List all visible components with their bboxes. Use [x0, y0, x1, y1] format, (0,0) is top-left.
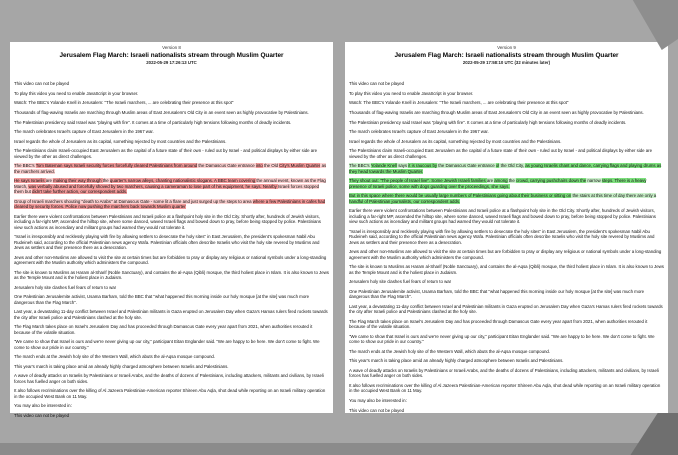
paragraph: It also follows recriminations over the killing of Al Jazeera Palestinian-American reporter Shireen Abu Aqla, shot dead while reporting on an Israeli military operation in the occupied West Bank on 11 May.: [349, 382, 661, 394]
paragraph: The march celebrates Israel's capture of East Jerusalem in the 1967 war.: [349, 129, 489, 135]
paragraph: This year's march is taking place amid an already highly charged atmosphere between Israelis and Palestinians.: [14, 363, 229, 369]
paragraph-removed: The BBC's Tom Bateman says Israeli security forces forcefully cleared Palestinians from around the Damascus Gate entrance into the Old City's Muslim Quarter as the marchers arrived.: [14, 163, 327, 174]
paragraph-added: The BBC's Yolande Knell says it is raucous by the Damascus Gate entrance of the Old City, as young Israelis chant and dance, carrying flags and playing drums as they head towards the Muslim Quarter.: [349, 163, 662, 174]
paragraph: The Palestinian presidency said Israel was "playing with fire". It comes at a time of particularly high tensions following months of deadly incidents.: [349, 119, 627, 125]
paragraph-removed: Group of Israeli marchers shouting "death to Arabs" at Damascus Gate - some lit a flare and just surged up the steps to area where a few Palestinians in cafes had cleared by security forces. Police now pushing the marchers back towards Muslim quarter: [14, 198, 326, 210]
paragraph: The Palestinians claim Israeli-occupied East Jerusalem as the capital of a future state of their own - ruled out by Israel - and political displays by either side are viewed by the other as direct challenges.: [349, 148, 653, 159]
paragraph: The march celebrates Israel's capture of East Jerusalem in the 1967 war.: [14, 129, 154, 135]
paragraph-removed: He says Israelis are making their way through the quarter's narrow alleys, chanting nationalistic slogans. A BBC team covering the annual event, known as the Flag March, was verbally abused and forcefully shoved by two marchers, causing a cameraman to lose part of his equipment, he says. Nearby Israeli forces stopped them but didn't take further action, our correspondent adds.: [14, 178, 326, 195]
paragraph: Jews and other non-Muslims are allowed to visit the site at certain times but are forbidden to pray or display any religious or national symbols under a long-standing agreement with the Muslim authority which administers the compound.: [14, 254, 327, 265]
paragraph: This year's march is taking place amid an already highly charged atmosphere between Israelis and Palestinians.: [349, 358, 564, 364]
version-label: Version 8: [162, 45, 181, 50]
paragraph: Last year, a devastating 11-day conflict between Israel and Palestinian militants in Gaza erupted on Jerusalem Day when Gaza's Hamas rulers fired rockets towards the city after Israeli police and Palestinians clashed at the holy site.: [349, 303, 663, 315]
paragraph: To play this video you need to enable JavaScript in your browser.: [14, 90, 139, 96]
paragraph: The site is known to Muslims as Haram al-Sharif (Noble Sanctuary), and contains the al-Aqsa (Qibli) mosque, the third holiest place in Islam. It is also known to Jews as the Temple Mount and is the holiest place in Judaism.: [349, 264, 664, 275]
paragraph: A wave of deadly attacks on Israelis by Palestinians or Israeli Arabs, and the deaths of dozens of Palestinians, including attackers, militants and civilians, by Israeli forces has fuelled anger on both sides.: [349, 367, 659, 379]
paragraph: This video can not be played: [349, 407, 405, 413]
paragraph: Jerusalem holy site clashes fuel fears of return to war: [14, 284, 117, 290]
paragraph: Watch: The BBC's Yolande Knell in Jerusalem: "The Israeli marchers, ... are celebrating their presence at this spot": [349, 100, 569, 106]
paragraph: The march ends at the Jewish holy site of the Western Wall, which abuts the al-Aqsa mosque compound.: [14, 354, 216, 360]
paragraph: The site is known to Muslims as Haram al-Sharif (Noble Sanctuary), and contains the al-Aqsa (Qibli) mosque, the third holiest place in Islam. It is also known to Jews as the Temple Mount and is the holiest place in Judaism.: [14, 269, 329, 280]
paragraph: It also follows recriminations over the killing of Al Jazeera Palestinian-American reporter Shireen Abu Aqla, shot dead while reporting on an Israeli military operation in the occupied West Bank on 11 May.: [14, 388, 326, 399]
paragraph: The Flag March takes place on Israel's Jerusalem Day and has proceeded through Damascus Gate every year apart from 2021, when authorities rerouted it because of the volatile situation.: [349, 318, 648, 330]
paragraph: This video can not be played: [14, 412, 70, 418]
paragraph: The march ends at the Jewish holy site of the Western Wall, which abuts the al-Aqsa mosque compound.: [349, 348, 551, 354]
paragraph: Israel regards the whole of Jerusalem as its capital, something rejected by most countries and the Palestinians.: [14, 138, 227, 144]
paragraph: Thousands of flag-waving Israelis are marching through Muslim areas of East Jerusalem's Old City in an event seen as highly provocative by Palestinians.: [14, 109, 309, 115]
paragraph: Thousands of flag-waving Israelis are marching through Muslim areas of East Jerusalem's Old City in an event seen as highly provocative by Palestinians.: [349, 109, 644, 115]
paragraph: Earlier there were violent confrontations between Palestinians and Israeli police at a flashpoint holy site in the Old City. Shortly after, hundreds of Jewish visitors, including a far-right MP, ascended the hilltop site, where some danced, waved Israeli flags and bowed down to pray, before being stopped by police. Palestinians view such actions as incendiary and militant groups had warned they would not tolerate it.: [14, 213, 321, 230]
paragraph: "We came to show that Israel is ours and we're never giving up our city," participant Eitan Englander said. "We are happy to be here. We don't come to fight. We come to show our pride in our country.": [14, 339, 320, 350]
article-timestamp: 2022-05-29 17:58:10 UTC (32 minutes later): [462, 59, 551, 65]
paragraph: One Palestinian Jerusalemite activist, Usama Barham, told the BBC that "what happened this morning inside our holy mosque [at the site] was much more dangerous than the Flag March".: [349, 288, 645, 300]
paragraph: You may also be interested in:: [14, 403, 72, 409]
paragraph: You may also be interested in:: [349, 397, 407, 403]
bottom-bar: [0, 443, 678, 455]
paragraph: The Flag March takes place on Israel's Jerusalem Day and has proceeded through Damascus Gate every year apart from 2021, when authorities rerouted it because of the volatile situation.: [14, 324, 313, 335]
paragraph: The Palestinian presidency said Israel was "playing with fire". It comes at a time of particularly high tensions following months of deadly incidents.: [14, 119, 292, 125]
paragraph: Last year, a devastating 11-day conflict between Israel and Palestinian militants in Gaza erupted on Jerusalem Day when Gaza's Hamas rulers fired rockets towards the city after Israeli police and Palestinians clashed at the holy site.: [14, 309, 328, 320]
article-timestamp: 2022-05-29 17:26:13 UTC: [146, 59, 197, 65]
paragraph: Jews and other non-Muslims are allowed to visit the site at certain times but are forbidden to pray or display any religious or national symbols under a long-standing agreement with the Muslim authority which administers the compound.: [349, 249, 662, 260]
version-8-page: [10, 42, 333, 418]
article-body: [349, 81, 664, 413]
paragraph: Israel regards the whole of Jerusalem as its capital, something rejected by most countries and the Palestinians.: [349, 138, 562, 144]
paragraph: Watch: The BBC's Yolande Knell in Jerusalem: "The Israeli marchers, ... are celebrating their presence at this spot": [14, 100, 234, 106]
paragraph: This video can not be played: [349, 81, 405, 87]
article-title: Jerusalem Flag March: Israeli nationalists stream through Muslim Quarter: [59, 51, 284, 59]
paragraph: A wave of deadly attacks on Israelis by Palestinians or Israeli Arabs, and the deaths of dozens of Palestinians, including attackers, militants and civilians, by Israeli forces has fuelled anger on both sides.: [14, 373, 324, 384]
paragraph: The Palestinians claim Israeli-occupied East Jerusalem as the capital of a future state of their own - ruled out by Israel - and political displays by either side are viewed by the other as direct challenges.: [14, 148, 318, 159]
version-label: Version 9: [497, 45, 516, 50]
article-body: [14, 81, 329, 418]
paragraph: "We came to show that Israel is ours and we're never giving up our city," participant Eitan Englander said. "We are happy to be here. We don't come to fight. We come to show our pride in our country.": [349, 333, 655, 345]
paragraph: Earlier there were violent confrontations between Palestinians and Israeli police at a flashpoint holy site in the Old City. Shortly after, hundreds of Jewish visitors, including a far-right MP, ascended the hilltop site, where some danced, waved Israeli flags and bowed down to pray, before being stopped by police. Palestinians view such actions as incendiary and militant groups had warned they would not tolerate it.: [349, 208, 656, 225]
paragraph: To play this video you need to enable JavaScript in your browser.: [349, 90, 474, 96]
paragraph: "Israel is irresponsibly and recklessly playing with fire by allowing settlers to desecrate the holy sites" in East Jerusalem, the president's spokesman Nabil Abu Rudeineh said, according to the official Palestinian news agency Wafa. Palestinian officials often describe Israelis who visit the holy site revered by Muslims and Jews as settlers and their presence there as a desecration.: [349, 228, 655, 245]
version-9-page: [345, 42, 668, 413]
paragraph: One Palestinian Jerusalemite activist, Usama Barham, told the BBC that "what happened this morning inside our holy mosque [at the site] was much more dangerous than the Flag March".: [14, 294, 310, 305]
paragraph: "Israel is irresponsibly and recklessly playing with fire by allowing settlers to desecrate the holy sites" in East Jerusalem, the president's spokesman Nabil Abu Rudeineh said, according to the official Palestinian news agency Wafa. Palestinian officials often describe Israelis who visit the holy site revered by Muslims and Jews as settlers and their presence there as a desecration.: [14, 234, 320, 250]
paragraph: This video can not be played: [14, 81, 70, 87]
paragraph-added: But in this space where there would be usually large numbers of Palestinians going about their business or sitting on the stairs at this time of day there are only a handful of Palestinian journalists, our correspondent adds.: [349, 193, 657, 204]
paragraph: Jerusalem holy site clashes fuel fears of return to war: [349, 279, 452, 285]
article-title: Jerusalem Flag March: Israeli nationalists stream through Muslim Quarter: [394, 51, 619, 59]
paragraph-added: They shout out: "The people of Israel live". Some Jewish Israeli families are among the crowd, carrying pushchairs down the narrow steps. There is a heavy presence of Israeli police, some with dogs guarding over the proceedings, she says.: [349, 178, 647, 189]
